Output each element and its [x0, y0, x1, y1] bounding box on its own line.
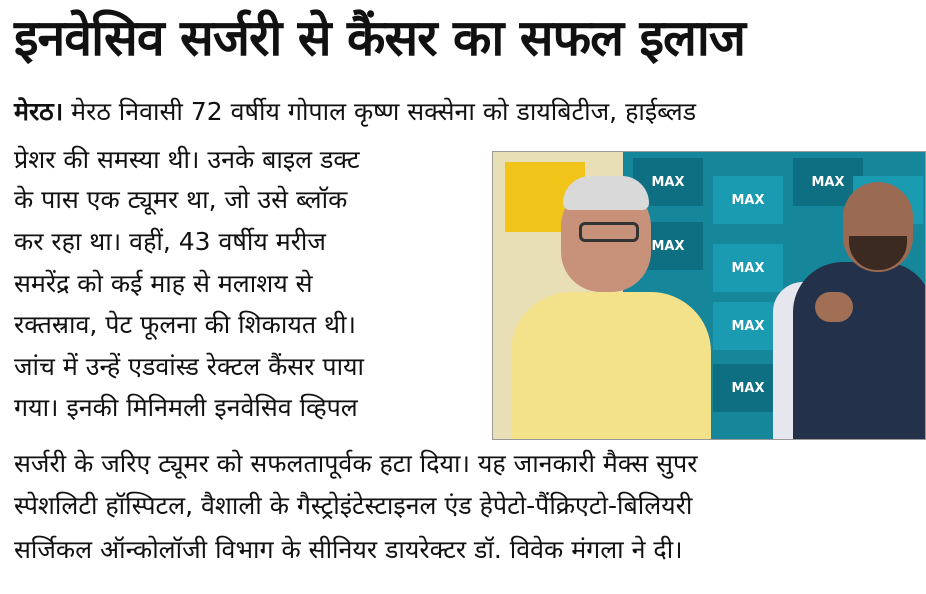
backdrop-logo-tile: MAX	[713, 302, 783, 350]
article-line	[14, 94, 696, 130]
article-line: रक्तस्राव, पेट फूलना की शिकायत थी।	[14, 310, 356, 339]
press-photo	[492, 151, 926, 440]
article-line: जांच में उन्हें एडवांस्ड रेक्टल कैंसर पाया	[14, 352, 365, 381]
backdrop-logo-tile: MAX	[633, 158, 703, 206]
article-line-text: मेरठ निवासी 72 वर्षीय गोपाल कृष्ण सक्सेना को डायबिटीज, हाईब्लड	[71, 97, 697, 126]
backdrop-logo-tile: MAX	[633, 222, 703, 270]
backdrop-logo-tile: MAX	[793, 158, 863, 206]
article-line: समरेंद्र को कई माह से मलाशय से	[14, 269, 313, 298]
backdrop-logo-tile: MAX	[713, 176, 783, 224]
headline: इनवेसिव सर्जरी से कैंसर का सफल इलाज	[14, 9, 745, 67]
article-line: सर्जिकल ऑन्कोलॉजी विभाग के सीनियर डायरेक्टर डॉ. विवेक मंगला ने दी।	[14, 535, 683, 564]
backdrop-logo-tile: MAX	[713, 244, 783, 292]
article-line: गया। इनकी मिनिमली इनवेसिव व्हिपल	[14, 393, 358, 422]
glasses-icon	[579, 222, 639, 242]
article-line: सर्जरी के जरिए ट्यूमर को सफलतापूर्वक हटा दिया। यह जानकारी मैक्स सुपर	[14, 449, 698, 478]
article-line: कर रहा था। वहीं, 43 वर्षीय मरीज	[14, 227, 326, 256]
gesturing-hand	[815, 292, 853, 322]
article-line: स्पेशलिटी हॉस्पिटल, वैशाली के गैस्ट्रोइंटेस्टाइनल एंड हेपेटो-पैंक्रिएटो-बिलियरी	[14, 491, 693, 520]
backdrop-logo-tile: MAX	[713, 364, 783, 412]
speaker-right	[793, 262, 926, 440]
article-line: प्रेशर की समस्या थी। उनके बाइल डक्ट	[14, 145, 360, 174]
dateline: मेरठ।	[14, 97, 64, 126]
speaker-left	[511, 292, 711, 440]
article-line: के पास एक ट्यूमर था, जो उसे ब्लॉक	[14, 185, 348, 214]
